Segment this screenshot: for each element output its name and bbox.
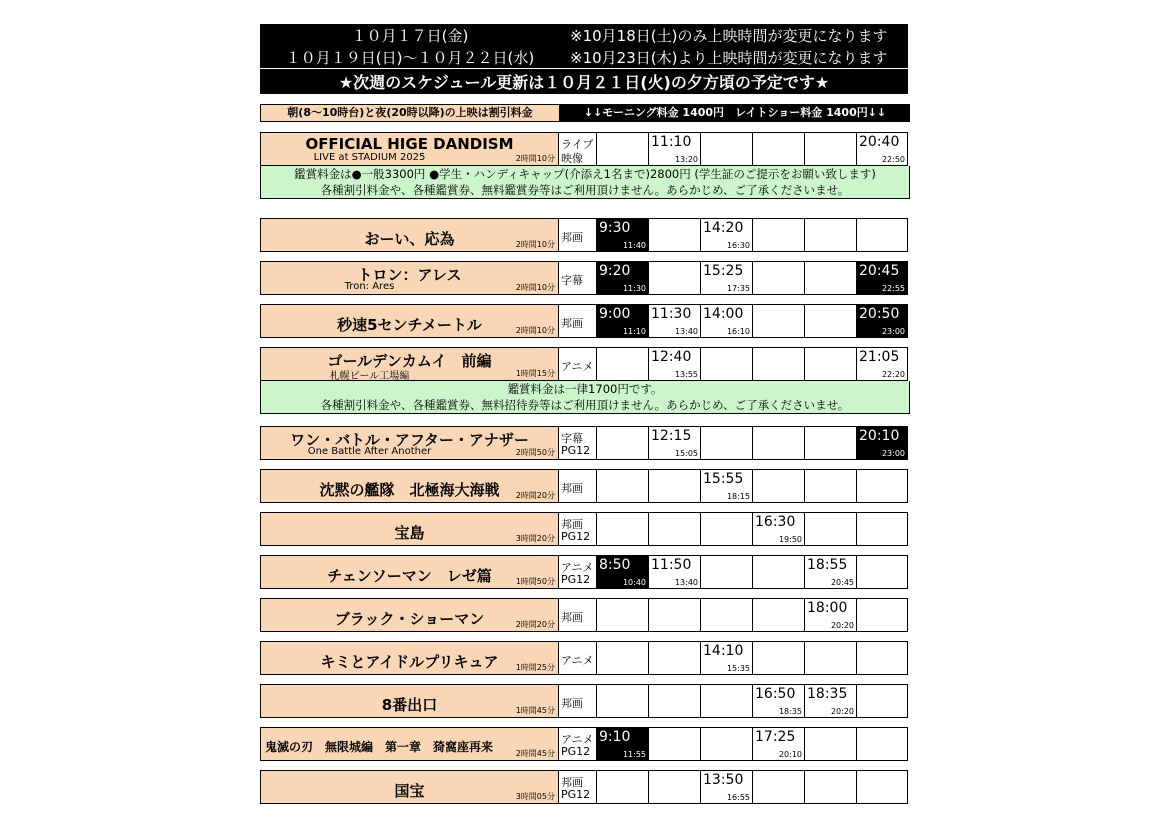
showtime-slot <box>648 770 700 804</box>
showtime-end: 20:10 <box>778 750 802 759</box>
movie-row <box>260 347 910 381</box>
showtime-slot <box>596 261 648 295</box>
movie-subtitle: LIVE at STADIUM 2025 <box>313 152 426 163</box>
showtime-end: 15:35 <box>726 664 750 673</box>
movie-block <box>260 512 910 546</box>
movie-title: おーい、応為 <box>364 230 455 248</box>
showtime-slot <box>648 727 700 761</box>
movie-row <box>260 684 910 718</box>
movie-block <box>260 641 910 675</box>
notice-line-2: ※10月23日(木)より上映時間が変更になります <box>570 48 888 67</box>
movie-title: 沈黙の艦隊 北極海大海戦 <box>319 481 500 499</box>
movie-row <box>260 598 910 632</box>
movie-duration: 3時間20分 <box>515 534 555 543</box>
showtime-slot <box>804 684 856 718</box>
showtime-slot <box>804 426 856 460</box>
showtime-end: 17:35 <box>726 284 750 293</box>
showtime-slot <box>596 512 648 546</box>
showtime-slot <box>856 555 908 589</box>
showtime-end: 11:55 <box>622 750 646 759</box>
date-line-1: １０月１７日(金) <box>351 26 469 45</box>
showtime-end: 18:15 <box>726 492 750 501</box>
price-note-line: 鑑賞料金は●一般3300円 ●学生・ハンディキャップ(介添え1名まで)2800円 (学生証のご提示をお願い致します) <box>294 167 876 181</box>
movie-block <box>260 598 910 632</box>
showtime-slot <box>596 347 648 381</box>
movie-type: アニメ <box>561 733 594 746</box>
showtime-slot <box>648 261 700 295</box>
movie-duration: 2時間50分 <box>515 448 555 457</box>
showtime-slot <box>596 727 648 761</box>
showtime-slot <box>648 598 700 632</box>
movie-title: ゴールデンカムイ 前編 <box>327 352 492 370</box>
movie-type-cell <box>558 426 596 460</box>
showtime-start: 20:50 <box>859 306 900 322</box>
showtime-slot <box>752 641 804 675</box>
movie-block <box>260 261 910 295</box>
price-note <box>260 166 910 199</box>
movie-type: 邦画 <box>561 776 583 789</box>
discount-label: 朝(8～10時台)と夜(20時以降)の上映は割引料金 <box>260 104 560 122</box>
showtime-slot <box>700 218 752 252</box>
movie-title: 8番出口 <box>381 696 438 714</box>
showtime-end: 23:00 <box>881 327 905 336</box>
movie-row <box>260 304 910 338</box>
showtime-start: 18:35 <box>807 686 848 702</box>
showtime-end: 15:05 <box>674 449 698 458</box>
showtime-slot <box>700 555 752 589</box>
movie-type-cell <box>558 641 596 675</box>
movie-duration: 2時間20分 <box>515 491 555 500</box>
showtime-slot <box>804 770 856 804</box>
showtime-end: 20:20 <box>830 707 854 716</box>
movie-block <box>260 469 910 503</box>
showtime-slot <box>596 218 648 252</box>
movie-row <box>260 469 910 503</box>
movie-duration: 2時間10分 <box>515 283 555 292</box>
showtime-start: 9:30 <box>599 220 631 236</box>
showtime-slot <box>596 469 648 503</box>
movie-type: アニメ <box>561 360 594 373</box>
movie-type: ライブ <box>561 138 594 151</box>
movie-type-cell <box>558 132 596 166</box>
showtime-start: 12:15 <box>651 428 692 444</box>
showtime-slot <box>700 727 752 761</box>
movie-duration: 1時間45分 <box>515 706 555 715</box>
showtime-slot <box>700 641 752 675</box>
movie-row <box>260 132 910 166</box>
showtime-start: 9:00 <box>599 306 631 322</box>
movie-type-cell <box>558 469 596 503</box>
showtime-end: 16:10 <box>726 327 750 336</box>
movie-title: トロン：アレス <box>357 266 462 284</box>
movie-title-cell <box>260 684 558 718</box>
movie-title: 国宝 <box>394 782 425 800</box>
movie-rating: 映像 <box>561 152 583 165</box>
movie-row <box>260 512 910 546</box>
movie-duration: 2時間10分 <box>515 240 555 249</box>
movie-row <box>260 727 910 761</box>
movie-rating: PG12 <box>561 573 591 586</box>
showtime-slot <box>596 304 648 338</box>
movie-title-cell <box>260 132 558 166</box>
movie-duration: 2時間10分 <box>515 154 555 163</box>
movie-duration: 2時間10分 <box>515 326 555 335</box>
showtime-end: 13:40 <box>674 578 698 587</box>
movie-type: 字幕 <box>561 274 583 287</box>
movie-title: ブラック・ショーマン <box>334 610 485 628</box>
showtime-slot <box>856 469 908 503</box>
discount-bar <box>260 104 910 122</box>
showtime-slot <box>700 261 752 295</box>
showtime-slot <box>752 218 804 252</box>
showtime-slot <box>700 469 752 503</box>
showtime-slot <box>752 598 804 632</box>
showtime-slot <box>804 512 856 546</box>
showtime-slot <box>596 641 648 675</box>
showtime-slot <box>700 132 752 166</box>
showtime-end: 22:55 <box>881 284 905 293</box>
price-note-line: 各種割引料金や、各種鑑賞券、無料鑑賞券等はご利用頂けません。あらかじめ、ご了承くださいませ。 <box>320 183 850 197</box>
movie-block <box>260 684 910 718</box>
showtime-slot <box>648 218 700 252</box>
movie-row <box>260 218 910 252</box>
showtime-slot <box>804 261 856 295</box>
movie-duration: 1時間50分 <box>515 577 555 586</box>
movie-type-cell <box>558 304 596 338</box>
movie-title-cell <box>260 261 558 295</box>
showtime-slot <box>856 218 908 252</box>
movie-row <box>260 555 910 589</box>
showtime-start: 12:40 <box>651 349 692 365</box>
showtime-end: 13:55 <box>674 370 698 379</box>
showtime-start: 14:20 <box>703 220 744 236</box>
showtime-slot <box>648 132 700 166</box>
movie-block <box>260 727 910 761</box>
showtime-start: 11:50 <box>651 557 692 573</box>
showtime-slot <box>752 770 804 804</box>
movie-type-cell <box>558 684 596 718</box>
schedule-sheet <box>260 24 910 122</box>
showtime-end: 22:50 <box>881 155 905 164</box>
showtime-slot <box>752 132 804 166</box>
movie-block <box>260 304 910 338</box>
showtime-slot <box>700 598 752 632</box>
showtime-start: 13:50 <box>703 772 744 788</box>
movie-block <box>260 347 910 414</box>
movie-type-cell <box>558 347 596 381</box>
showtime-end: 16:55 <box>726 793 750 802</box>
movie-type: 字幕 <box>561 432 583 445</box>
showtime-end: 13:20 <box>674 155 698 164</box>
showtime-start: 20:40 <box>859 134 900 150</box>
showtime-slot <box>648 469 700 503</box>
movie-type-cell <box>558 555 596 589</box>
showtime-end: 16:30 <box>726 241 750 250</box>
showtime-slot <box>856 684 908 718</box>
movie-type: 邦画 <box>561 482 583 495</box>
movie-title-cell <box>260 469 558 503</box>
price-note-line: 鑑賞料金は一律1700円です。 <box>507 382 663 396</box>
movie-type-cell <box>558 598 596 632</box>
showtime-slot <box>648 641 700 675</box>
movie-type: 邦画 <box>561 518 583 531</box>
movie-duration: 3時間05分 <box>515 792 555 801</box>
movie-duration: 1時間25分 <box>515 663 555 672</box>
showtime-end: 20:20 <box>830 621 854 630</box>
showtime-slot <box>596 132 648 166</box>
showtime-slot <box>804 132 856 166</box>
showtime-start: 17:25 <box>755 729 796 745</box>
price-note <box>260 381 910 414</box>
showtime-slot <box>856 727 908 761</box>
movie-title-cell <box>260 347 558 381</box>
showtime-slot <box>700 770 752 804</box>
showtime-slot <box>804 555 856 589</box>
showtime-slot <box>856 512 908 546</box>
showtime-slot <box>752 261 804 295</box>
showtime-start: 15:25 <box>703 263 744 279</box>
movie-title-cell <box>260 598 558 632</box>
movie-rating: PG12 <box>561 745 591 758</box>
movie-title-cell <box>260 426 558 460</box>
movie-rating: PG12 <box>561 444 591 457</box>
showtime-slot <box>856 426 908 460</box>
movie-type-cell <box>558 261 596 295</box>
movie-title: ワン・バトル・アフター・アナザー <box>290 431 529 449</box>
showtime-end: 19:50 <box>778 535 802 544</box>
showtime-start: 8:50 <box>599 557 631 573</box>
showtime-slot <box>700 684 752 718</box>
movie-block <box>260 555 910 589</box>
movie-type: アニメ <box>561 561 594 574</box>
showtime-start: 15:55 <box>703 471 744 487</box>
showtime-end: 22:20 <box>881 370 905 379</box>
showtime-slot <box>856 347 908 381</box>
movie-block <box>260 132 910 199</box>
movie-block <box>260 218 910 252</box>
movie-type: 邦画 <box>561 697 583 710</box>
showtime-end: 11:40 <box>622 241 646 250</box>
showtime-start: 18:00 <box>807 600 848 616</box>
movie-type: 邦画 <box>561 231 583 244</box>
movie-title-cell <box>260 555 558 589</box>
showtime-slot <box>752 426 804 460</box>
movie-row <box>260 426 910 460</box>
movie-title: キミとアイドルプリキュア <box>320 653 499 671</box>
movie-row <box>260 770 910 804</box>
showtime-slot <box>648 426 700 460</box>
movie-title-cell <box>260 770 558 804</box>
showtime-slot <box>700 426 752 460</box>
showtime-start: 16:50 <box>755 686 796 702</box>
showtime-start: 14:10 <box>703 643 744 659</box>
showtime-slot <box>856 132 908 166</box>
showtime-slot <box>752 684 804 718</box>
movie-type: 邦画 <box>561 611 583 624</box>
showtime-slot <box>752 304 804 338</box>
price-note-line: 各種割引料金や、各種鑑賞券、無料招待券等はご利用頂けません。あらかじめ、ご了承くださいませ。 <box>320 398 850 412</box>
showtime-slot <box>596 555 648 589</box>
showtime-end: 11:10 <box>622 327 646 336</box>
movie-title: 鬼滅の刃 無限城編 第一章 猗窩座再来 <box>265 740 494 754</box>
showtime-start: 18:55 <box>807 557 848 573</box>
movie-duration: 2時間45分 <box>515 749 555 758</box>
showtime-slot <box>804 469 856 503</box>
movie-title-cell <box>260 727 558 761</box>
showtime-start: 11:10 <box>651 134 692 150</box>
movie-duration: 2時間20分 <box>515 620 555 629</box>
showtime-start: 9:20 <box>599 263 631 279</box>
notice-line-1: ※10月18日(土)のみ上映時間が変更になります <box>570 26 888 45</box>
showtime-slot <box>856 641 908 675</box>
movie-subtitle: 札幌ビール工場編 <box>329 371 410 382</box>
showtime-slot <box>700 347 752 381</box>
showtime-slot <box>856 598 908 632</box>
movie-subtitle: One Battle After Another <box>307 446 432 457</box>
movie-duration: 1時間15分 <box>515 369 555 378</box>
showtime-slot <box>648 684 700 718</box>
movie-row <box>260 261 910 295</box>
showtime-end: 13:40 <box>674 327 698 336</box>
movie-subtitle: Tron: Ares <box>344 281 395 292</box>
showtime-slot <box>596 426 648 460</box>
movie-title-cell <box>260 304 558 338</box>
movie-rating: PG12 <box>561 788 591 801</box>
movie-type: アニメ <box>561 654 594 667</box>
showtime-slot <box>804 641 856 675</box>
showtime-start: 20:10 <box>859 428 900 444</box>
showtime-start: 20:45 <box>859 263 900 279</box>
movie-title-cell <box>260 512 558 546</box>
showtime-start: 14:00 <box>703 306 744 322</box>
movie-block <box>260 770 910 804</box>
showtime-slot <box>856 770 908 804</box>
showtime-slot <box>648 304 700 338</box>
showtime-slot <box>596 770 648 804</box>
showtime-end: 18:35 <box>778 707 802 716</box>
showtime-start: 16:30 <box>755 514 796 530</box>
showtime-start: 11:30 <box>651 306 692 322</box>
showtime-slot <box>648 555 700 589</box>
showtime-end: 23:00 <box>881 449 905 458</box>
movie-type: 邦画 <box>561 317 583 330</box>
showtime-start: 21:05 <box>859 349 900 365</box>
movie-title: 宝島 <box>394 524 425 542</box>
showtime-end: 10:40 <box>622 578 646 587</box>
update-notice: ★次週のスケジュール更新は１０月２１日(火)の夕方頃の予定です★ <box>260 68 908 94</box>
showtime-start: 9:10 <box>599 729 631 745</box>
movie-type-cell <box>558 727 596 761</box>
movie-type-cell <box>558 218 596 252</box>
showtime-slot <box>700 304 752 338</box>
date-line-2: １０月１９日(日)～１０月２２日(水) <box>285 48 535 67</box>
showtime-slot <box>596 598 648 632</box>
showtime-slot <box>752 469 804 503</box>
movie-title-cell <box>260 218 558 252</box>
header-banner <box>260 24 908 94</box>
movie-type-cell <box>558 770 596 804</box>
movie-type-cell <box>558 512 596 546</box>
showtime-slot <box>804 347 856 381</box>
showtime-slot <box>804 218 856 252</box>
showtime-end: 11:30 <box>622 284 646 293</box>
movie-block <box>260 426 910 460</box>
showtime-slot <box>752 512 804 546</box>
showtime-slot <box>804 304 856 338</box>
showtime-slot <box>648 512 700 546</box>
showtime-slot <box>752 555 804 589</box>
showtime-slot <box>700 512 752 546</box>
showtime-slot <box>596 684 648 718</box>
showtime-slot <box>752 727 804 761</box>
movie-title-cell <box>260 641 558 675</box>
movie-title: 秒速5センチメートル <box>337 316 482 334</box>
showtime-slot <box>856 261 908 295</box>
showtime-slot <box>804 598 856 632</box>
showtime-slot <box>752 347 804 381</box>
movie-rating: PG12 <box>561 530 591 543</box>
discount-prices: ↓↓モーニング料金 1400円 レイトショー料金 1400円↓↓ <box>560 104 910 122</box>
movie-row <box>260 641 910 675</box>
showtime-slot <box>648 347 700 381</box>
showtime-end: 20:45 <box>830 578 854 587</box>
showtime-slot <box>804 727 856 761</box>
movie-title: OFFICIAL HIGE DANDISM <box>305 135 514 153</box>
movie-title: チェンソーマン レゼ篇 <box>327 567 492 585</box>
showtime-slot <box>856 304 908 338</box>
